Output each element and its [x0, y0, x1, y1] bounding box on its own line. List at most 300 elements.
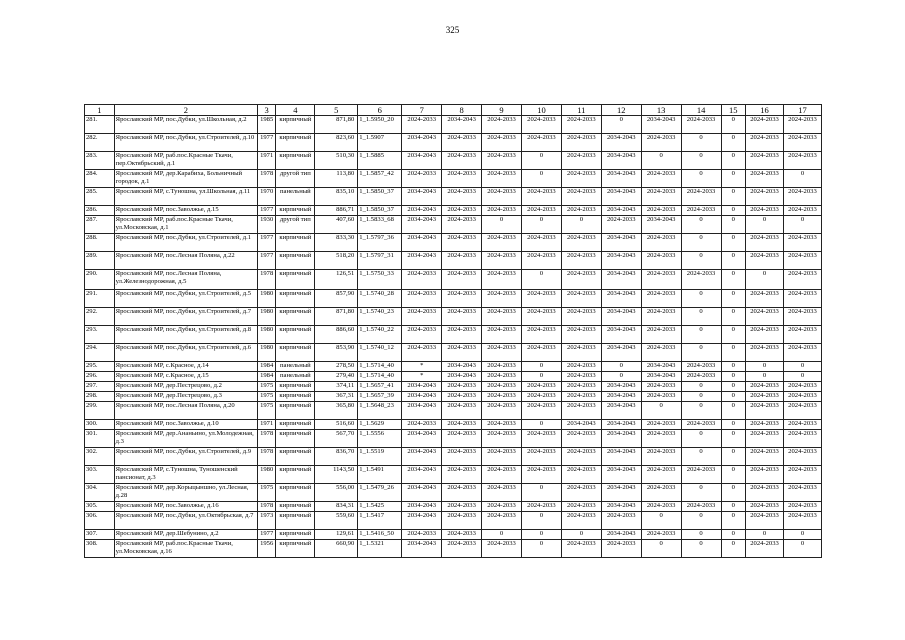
period-cell-col9: 2024-2033: [482, 402, 522, 420]
wall-material-cell: кирпичный: [276, 512, 315, 530]
period-cell-col8: 2024-2033: [442, 420, 482, 430]
period-cell-col13: 2024-2033: [641, 252, 681, 270]
period-cell-col11: 2024-2033: [561, 540, 601, 558]
table-row: [85, 466, 822, 484]
row-number-cell: 284.: [85, 170, 115, 188]
period-cell-col9: 2024-2033: [482, 308, 522, 326]
period-cell-col12: 2034-2043: [601, 152, 641, 170]
address-cell: Ярославский МР, пос.Дубки, ул.Строителей, д.1: [114, 234, 257, 252]
column-header-3: 3: [257, 105, 275, 116]
period-cell-col11: 2024-2033: [561, 512, 601, 530]
period-cell-col11: 2024-2033: [561, 382, 601, 392]
cadastral-code-cell: 1_1.5321: [358, 540, 402, 558]
period-cell-col7: 2034-2043: [402, 206, 442, 216]
period-cell-col8: 2024-2033: [442, 270, 482, 290]
period-cell-col11: 2024-2033: [561, 484, 601, 502]
period-cell-col17: 2024-2033: [783, 134, 821, 152]
period-cell-col15: 0: [721, 540, 746, 558]
period-cell-col14: 2024-2033: [681, 502, 721, 512]
period-cell-col10: 0: [521, 540, 561, 558]
period-cell-col9: 2024-2033: [482, 170, 522, 188]
table-row: [85, 382, 822, 392]
period-cell-col11: 2024-2033: [561, 152, 601, 170]
period-cell-col15: 0: [721, 344, 746, 362]
period-cell-col16: 2024-2033: [746, 152, 784, 170]
period-cell-col16: 2024-2033: [746, 430, 784, 448]
period-cell-col12: 2034-2043: [601, 448, 641, 466]
period-cell-col13: 2024-2033: [641, 502, 681, 512]
period-cell-col10: 0: [521, 270, 561, 290]
period-cell-col14: 0: [681, 170, 721, 188]
period-cell-col10: 0: [521, 216, 561, 234]
row-number-cell: 300.: [85, 420, 115, 430]
period-cell-col14: 0: [681, 484, 721, 502]
period-cell-col7: *: [402, 372, 442, 382]
period-cell-col9: 2024-2033: [482, 188, 522, 206]
cadastral-code-cell: 1_1.5648_23: [358, 402, 402, 420]
build-year-cell: 1971: [257, 420, 275, 430]
period-cell-col17: 2024-2033: [783, 116, 821, 134]
cadastral-code-cell: 1_1.5556: [358, 430, 402, 448]
cadastral-code-cell: 1_1.5857_42: [358, 170, 402, 188]
column-header-17: 17: [783, 105, 821, 116]
period-cell-col17: 2024-2033: [783, 466, 821, 484]
period-cell-col9: 2024-2033: [482, 502, 522, 512]
build-year-cell: 1975: [257, 402, 275, 420]
address-cell: Ярославский МР, дер.Шебунино, д.2: [114, 530, 257, 540]
cadastral-code-cell: 1_1.5417: [358, 512, 402, 530]
area-cell: 886,60: [315, 326, 358, 344]
period-cell-col11: 2024-2033: [561, 402, 601, 420]
address-cell: Ярославский МР, пос.Дубки, ул.Строителей, д.10: [114, 134, 257, 152]
build-year-cell: 1977: [257, 206, 275, 216]
cadastral-code-cell: 1_1.5491: [358, 466, 402, 484]
cadastral-code-cell: 1_1.5850_37: [358, 188, 402, 206]
row-number-cell: 292.: [85, 308, 115, 326]
period-cell-col16: 0: [746, 372, 784, 382]
period-cell-col9: 2024-2033: [482, 448, 522, 466]
area-cell: 853,90: [315, 344, 358, 362]
period-cell-col10: 0: [521, 512, 561, 530]
address-cell: Ярославский МР, пос.Лесная Поляна, д.20: [114, 402, 257, 420]
period-cell-col9: 0: [482, 216, 522, 234]
period-cell-col10: 2024-2033: [521, 502, 561, 512]
period-cell-col8: 2024-2033: [442, 134, 482, 152]
period-cell-col7: 2024-2033: [402, 308, 442, 326]
period-cell-col14: 0: [681, 540, 721, 558]
wall-material-cell: другой тип: [276, 170, 315, 188]
period-cell-col10: 2024-2033: [521, 466, 561, 484]
cadastral-code-cell: 1_1.5714_40: [358, 372, 402, 382]
build-year-cell: 1980: [257, 326, 275, 344]
period-cell-col9: 2024-2033: [482, 430, 522, 448]
build-year-cell: 1978: [257, 430, 275, 448]
cadastral-code-cell: 1_1.5657_41: [358, 382, 402, 392]
period-cell-col17: 2024-2033: [783, 502, 821, 512]
period-cell-col9: 2024-2033: [482, 372, 522, 382]
period-cell-col16: 2024-2033: [746, 540, 784, 558]
row-number-cell: 281.: [85, 116, 115, 134]
period-cell-col12: 2034-2043: [601, 188, 641, 206]
area-cell: 374,11: [315, 382, 358, 392]
area-cell: 871,80: [315, 308, 358, 326]
period-cell-col16: 2024-2033: [746, 326, 784, 344]
period-cell-col14: 2024-2033: [681, 372, 721, 382]
area-cell: 834,31: [315, 502, 358, 512]
build-year-cell: 1956: [257, 540, 275, 558]
period-cell-col17: 2024-2033: [783, 484, 821, 502]
wall-material-cell: кирпичный: [276, 344, 315, 362]
period-cell-col14: 0: [681, 308, 721, 326]
period-cell-col7: 2024-2033: [402, 290, 442, 308]
wall-material-cell: кирпичный: [276, 466, 315, 484]
wall-material-cell: кирпичный: [276, 326, 315, 344]
area-cell: 836,70: [315, 448, 358, 466]
table-row: [85, 372, 822, 382]
housing-registry-table: [84, 104, 822, 558]
period-cell-col13: 2024-2033: [641, 466, 681, 484]
period-cell-col8: 2024-2033: [442, 540, 482, 558]
address-cell: Ярославский МР, пос.Дубки, ул.Октябрьская, д.7: [114, 512, 257, 530]
period-cell-col16: 2024-2033: [746, 206, 784, 216]
period-cell-col13: 2024-2033: [641, 206, 681, 216]
period-cell-col9: 2024-2033: [482, 234, 522, 252]
cadastral-code-cell: 1_1.5885: [358, 152, 402, 170]
period-cell-col12: 2034-2043: [601, 170, 641, 188]
address-cell: Ярославский МР, пос.Заволжье, д.15: [114, 206, 257, 216]
period-cell-col7: *: [402, 362, 442, 372]
build-year-cell: 1970: [257, 188, 275, 206]
build-year-cell: 1978: [257, 448, 275, 466]
period-cell-col15: 0: [721, 420, 746, 430]
period-cell-col17: 2024-2033: [783, 512, 821, 530]
period-cell-col14: 0: [681, 326, 721, 344]
area-cell: 823,60: [315, 134, 358, 152]
period-cell-col10: 2024-2033: [521, 402, 561, 420]
period-cell-col7: 2034-2043: [402, 152, 442, 170]
period-cell-col10: 2024-2033: [521, 382, 561, 392]
wall-material-cell: кирпичный: [276, 206, 315, 216]
period-cell-col7: 2034-2043: [402, 484, 442, 502]
column-header-8: 8: [442, 105, 482, 116]
build-year-cell: 1980: [257, 344, 275, 362]
period-cell-col8: 2024-2033: [442, 382, 482, 392]
row-number-cell: 286.: [85, 206, 115, 216]
wall-material-cell: кирпичный: [276, 134, 315, 152]
period-cell-col15: 0: [721, 308, 746, 326]
period-cell-col15: 0: [721, 252, 746, 270]
period-cell-col12: 2034-2043: [601, 420, 641, 430]
period-cell-col14: 0: [681, 530, 721, 540]
period-cell-col10: 2024-2033: [521, 116, 561, 134]
address-cell: Ярославский МР, пос.Дубки, ул.Школьная, д.2: [114, 116, 257, 134]
period-cell-col15: 0: [721, 152, 746, 170]
area-cell: 365,80: [315, 402, 358, 420]
table-row: [85, 430, 822, 448]
period-cell-col7: 2034-2043: [402, 382, 442, 392]
row-number-cell: 293.: [85, 326, 115, 344]
period-cell-col12: 2034-2043: [601, 344, 641, 362]
period-cell-col9: 2024-2033: [482, 362, 522, 372]
period-cell-col17: 2024-2033: [783, 430, 821, 448]
period-cell-col17: 0: [783, 372, 821, 382]
period-cell-col11: 2024-2033: [561, 308, 601, 326]
period-cell-col13: 2024-2033: [641, 234, 681, 252]
period-cell-col16: 0: [746, 530, 784, 540]
area-cell: 279,40: [315, 372, 358, 382]
wall-material-cell: кирпичный: [276, 308, 315, 326]
row-number-cell: 305.: [85, 502, 115, 512]
period-cell-col7: 2034-2043: [402, 252, 442, 270]
cadastral-code-cell: 1_1.5657_39: [358, 392, 402, 402]
wall-material-cell: кирпичный: [276, 382, 315, 392]
period-cell-col13: 2024-2033: [641, 270, 681, 290]
period-cell-col17: 0: [783, 362, 821, 372]
period-cell-col15: 0: [721, 290, 746, 308]
period-cell-col15: 0: [721, 512, 746, 530]
period-cell-col12: 2024-2033: [601, 512, 641, 530]
address-cell: Ярославский МР, пос.Заволжье, д.10: [114, 420, 257, 430]
period-cell-col16: 2024-2033: [746, 188, 784, 206]
wall-material-cell: кирпичный: [276, 270, 315, 290]
area-cell: 1143,50: [315, 466, 358, 484]
period-cell-col8: 2024-2033: [442, 392, 482, 402]
wall-material-cell: кирпичный: [276, 502, 315, 512]
period-cell-col13: 2024-2033: [641, 188, 681, 206]
row-number-cell: 301.: [85, 430, 115, 448]
table-row: [85, 326, 822, 344]
period-cell-col8: 2034-2043: [442, 362, 482, 372]
table-row: [85, 152, 822, 170]
column-header-10: 10: [521, 105, 561, 116]
wall-material-cell: кирпичный: [276, 540, 315, 558]
row-number-cell: 289.: [85, 252, 115, 270]
period-cell-col17: 2024-2033: [783, 188, 821, 206]
period-cell-col16: 2024-2033: [746, 252, 784, 270]
table-row: [85, 206, 822, 216]
area-cell: 871,80: [315, 116, 358, 134]
period-cell-col11: 2024-2033: [561, 116, 601, 134]
row-number-cell: 302.: [85, 448, 115, 466]
period-cell-col17: 2024-2033: [783, 206, 821, 216]
period-cell-col13: 2034-2043: [641, 362, 681, 372]
table-row: [85, 308, 822, 326]
period-cell-col15: 0: [721, 484, 746, 502]
period-cell-col10: 0: [521, 362, 561, 372]
period-cell-col10: 0: [521, 530, 561, 540]
table-row: [85, 420, 822, 430]
period-cell-col17: 2024-2033: [783, 402, 821, 420]
cadastral-code-cell: 1_1.5629: [358, 420, 402, 430]
column-header-13: 13: [641, 105, 681, 116]
column-header-1: 1: [85, 105, 115, 116]
address-cell: Ярославский МР, раб.пос.Красные Ткачи, ул.Московская, д.16: [114, 540, 257, 558]
period-cell-col17: 0: [783, 530, 821, 540]
period-cell-col8: 2024-2033: [442, 290, 482, 308]
period-cell-col8: 2024-2033: [442, 216, 482, 234]
table-row: [85, 234, 822, 252]
period-cell-col8: 2024-2033: [442, 206, 482, 216]
period-cell-col12: 2034-2043: [601, 206, 641, 216]
wall-material-cell: кирпичный: [276, 530, 315, 540]
period-cell-col12: 2024-2033: [601, 540, 641, 558]
row-number-cell: 299.: [85, 402, 115, 420]
address-cell: Ярославский МР, пос.Заволжье, д.16: [114, 502, 257, 512]
page-number: 325: [445, 25, 460, 35]
period-cell-col15: 0: [721, 430, 746, 448]
period-cell-col9: 2024-2033: [482, 466, 522, 484]
row-number-cell: 304.: [85, 484, 115, 502]
area-cell: 567,70: [315, 430, 358, 448]
period-cell-col17: 2024-2033: [783, 448, 821, 466]
row-number-cell: 298.: [85, 392, 115, 402]
period-cell-col7: 2034-2043: [402, 448, 442, 466]
period-cell-col10: 2024-2033: [521, 188, 561, 206]
period-cell-col14: 0: [681, 152, 721, 170]
period-cell-col8: 2024-2033: [442, 152, 482, 170]
build-year-cell: 1978: [257, 270, 275, 290]
period-cell-col8: 2024-2033: [442, 234, 482, 252]
row-number-cell: 306.: [85, 512, 115, 530]
build-year-cell: 1980: [257, 308, 275, 326]
period-cell-col11: 2024-2033: [561, 502, 601, 512]
period-cell-col11: 2024-2033: [561, 290, 601, 308]
period-cell-col15: 0: [721, 362, 746, 372]
period-cell-col12: 2034-2043: [601, 326, 641, 344]
build-year-cell: 1984: [257, 372, 275, 382]
row-number-cell: 307.: [85, 530, 115, 540]
period-cell-col16: 0: [746, 362, 784, 372]
wall-material-cell: кирпичный: [276, 392, 315, 402]
period-cell-col9: 2024-2033: [482, 152, 522, 170]
period-cell-col16: 2024-2033: [746, 344, 784, 362]
period-cell-col11: 2034-2043: [561, 420, 601, 430]
period-cell-col13: 2034-2043: [641, 116, 681, 134]
period-cell-col16: 2024-2033: [746, 502, 784, 512]
period-cell-col13: 2024-2033: [641, 344, 681, 362]
area-cell: 367,31: [315, 392, 358, 402]
build-year-cell: 1973: [257, 512, 275, 530]
column-header-12: 12: [601, 105, 641, 116]
cadastral-code-cell: 1_1.5797_36: [358, 234, 402, 252]
period-cell-col15: 0: [721, 530, 746, 540]
period-cell-col12: 2034-2043: [601, 530, 641, 540]
period-cell-col12: 0: [601, 362, 641, 372]
period-cell-col9: 2024-2033: [482, 270, 522, 290]
wall-material-cell: панельный: [276, 372, 315, 382]
period-cell-col10: 0: [521, 484, 561, 502]
period-cell-col8: 2034-2043: [442, 372, 482, 382]
period-cell-col17: 2024-2033: [783, 344, 821, 362]
period-cell-col17: 2024-2033: [783, 152, 821, 170]
period-cell-col12: 2034-2043: [601, 270, 641, 290]
period-cell-col12: 2024-2033: [601, 216, 641, 234]
period-cell-col13: 2024-2033: [641, 420, 681, 430]
build-year-cell: 1975: [257, 484, 275, 502]
period-cell-col10: 2024-2033: [521, 206, 561, 216]
period-cell-col7: 2024-2033: [402, 420, 442, 430]
period-cell-col13: 2024-2033: [641, 484, 681, 502]
period-cell-col11: 2024-2033: [561, 326, 601, 344]
address-cell: Ярославский МР, пос.Лесная Поляна, ул.Железнодорожная, д.5: [114, 270, 257, 290]
build-year-cell: 1985: [257, 116, 275, 134]
wall-material-cell: кирпичный: [276, 252, 315, 270]
period-cell-col11: 2024-2033: [561, 372, 601, 382]
period-cell-col13: 2024-2033: [641, 430, 681, 448]
period-cell-col10: 2024-2033: [521, 134, 561, 152]
period-cell-col12: 2034-2043: [601, 134, 641, 152]
area-cell: 278,50: [315, 362, 358, 372]
cadastral-code-cell: 1_1.5740_12: [358, 344, 402, 362]
table-row: [85, 344, 822, 362]
period-cell-col13: 0: [641, 402, 681, 420]
table-row: [85, 392, 822, 402]
period-cell-col11: 2024-2033: [561, 344, 601, 362]
table-row: [85, 512, 822, 530]
period-cell-col16: 0: [746, 216, 784, 234]
period-cell-col14: 2024-2033: [681, 188, 721, 206]
area-cell: 559,60: [315, 512, 358, 530]
column-header-11: 11: [561, 105, 601, 116]
period-cell-col11: 2024-2033: [561, 448, 601, 466]
period-cell-col7: 2034-2043: [402, 234, 442, 252]
period-cell-col17: 2024-2033: [783, 252, 821, 270]
period-cell-col17: 2024-2033: [783, 420, 821, 430]
address-cell: Ярославский МР, с.Туношна, Туношенский пансионат, д.3: [114, 466, 257, 484]
period-cell-col7: 2034-2043: [402, 466, 442, 484]
wall-material-cell: кирпичный: [276, 430, 315, 448]
period-cell-col14: 0: [681, 252, 721, 270]
period-cell-col16: 2024-2033: [746, 116, 784, 134]
wall-material-cell: другой тип: [276, 216, 315, 234]
table-row: [85, 502, 822, 512]
period-cell-col12: 2034-2043: [601, 382, 641, 392]
period-cell-col10: 2024-2033: [521, 252, 561, 270]
area-cell: 126,51: [315, 270, 358, 290]
column-header-7: 7: [402, 105, 442, 116]
period-cell-col12: 0: [601, 372, 641, 382]
period-cell-col14: 2024-2033: [681, 206, 721, 216]
period-cell-col15: 0: [721, 170, 746, 188]
period-cell-col7: 2034-2043: [402, 430, 442, 448]
row-number-cell: 297.: [85, 382, 115, 392]
period-cell-col17: 2024-2033: [783, 234, 821, 252]
period-cell-col7: 2034-2043: [402, 134, 442, 152]
period-cell-col16: 2024-2033: [746, 170, 784, 188]
period-cell-col8: 2024-2033: [442, 466, 482, 484]
wall-material-cell: кирпичный: [276, 116, 315, 134]
period-cell-col7: 2034-2043: [402, 402, 442, 420]
period-cell-col16: 2024-2033: [746, 308, 784, 326]
cadastral-code-cell: 1_1.5797_31: [358, 252, 402, 270]
wall-material-cell: панельный: [276, 362, 315, 372]
build-year-cell: 1980: [257, 290, 275, 308]
period-cell-col7: 2024-2033: [402, 170, 442, 188]
build-year-cell: 1977: [257, 252, 275, 270]
area-cell: 857,90: [315, 290, 358, 308]
period-cell-col14: 0: [681, 448, 721, 466]
period-cell-col8: 2024-2033: [442, 188, 482, 206]
area-cell: 113,80: [315, 170, 358, 188]
period-cell-col16: 2024-2033: [746, 448, 784, 466]
wall-material-cell: кирпичный: [276, 234, 315, 252]
area-cell: 129,61: [315, 530, 358, 540]
row-number-cell: 291.: [85, 290, 115, 308]
period-cell-col8: 2024-2033: [442, 170, 482, 188]
period-cell-col11: 2024-2033: [561, 170, 601, 188]
period-cell-col12: 2034-2043: [601, 502, 641, 512]
area-cell: 407,60: [315, 216, 358, 234]
